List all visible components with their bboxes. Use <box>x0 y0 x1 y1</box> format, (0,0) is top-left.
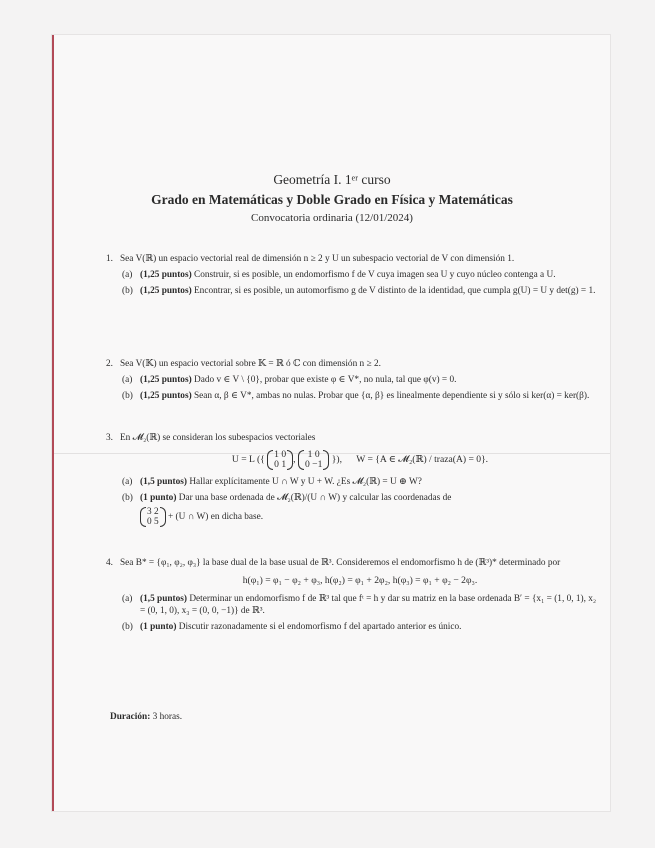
matrix-diag <box>298 450 329 470</box>
question-2a <box>120 374 600 386</box>
u-prefix: U = L <box>231 454 255 466</box>
subquestion-label: (a) <box>122 594 133 604</box>
question-text: Sea V(ℝ) un espacio vectorial real de dimensión n ≥ 2 y U un subespacio vectorial de V con dimensión 1. <box>120 254 515 264</box>
question-number: 4. <box>106 558 113 568</box>
subquestion-text: Encontrar, si es posible, un automorfismo g de V distinto de la identidad, que cumpla g(U) = U y det(g) = 1. <box>194 286 596 296</box>
points: (1,25 puntos) <box>140 391 192 401</box>
matrix-row: 1 0 <box>274 449 287 460</box>
duration-line <box>110 712 182 722</box>
exam-header <box>54 172 610 224</box>
w-definition: W = {A ∈ 𝓜₂(ℝ) / traza(A) = 0}. <box>356 454 489 466</box>
question-3b <box>120 492 600 527</box>
matrix-row: 3 2 <box>147 507 159 517</box>
points: (1,5 puntos) <box>140 477 188 487</box>
subquestion-text: Hallar explícitamente U ∩ W y U + W. ¿Es 𝓜₂(ℝ) = U ⊕ W? <box>189 477 422 487</box>
subquestion-label: (b) <box>122 286 133 296</box>
question-1b <box>120 285 600 297</box>
subquestion-text: Dar una base ordenada de 𝓜₂(ℝ)/(U ∩ W) y calcular las coordenadas de <box>178 493 452 503</box>
subquestion-label: (b) <box>122 622 133 632</box>
points: (1 punto) <box>140 622 177 632</box>
coordinate-target <box>140 507 600 527</box>
subquestion-text: Discutir razonadamente si el endomorfismo f del apartado anterior es único. <box>178 622 462 632</box>
h-definition: h(φ₁) = φ₁ − φ₂ + φ₃, h(φ₂) = φ₁ + 2φ₂, h(φ₃) = φ₁ + φ₂ − 2φ₃. <box>242 575 478 586</box>
exam-subtitle: Grado en Matemáticas y Doble Grado en Física y Matemáticas <box>151 192 513 207</box>
subquestion-tail: + (U ∩ W) en dicha base. <box>167 512 264 523</box>
points: (1 punto) <box>140 493 177 503</box>
subquestion-text: Dado v ∈ V \ {0}, probar que existe φ ∈ V*, no nula, tal que φ(v) = 0. <box>194 375 457 385</box>
matrix-row: 0 1 <box>274 459 287 470</box>
points: (1,25 puntos) <box>140 270 192 280</box>
subquestion-label: (a) <box>122 477 133 487</box>
question-3 <box>106 432 600 527</box>
points: (1,5 puntos) <box>140 594 188 604</box>
subquestion-text: Construir, si es posible, un endomorfismo f de V cuya imagen sea U y cuyo núcleo contenga a U. <box>194 270 556 280</box>
exam-title: Geometría I. 1ᵉʳ curso <box>273 172 391 187</box>
exam-session: Convocatoria ordinaria (12/01/2024) <box>251 212 413 224</box>
matrix-target <box>140 507 166 527</box>
question-number: 1. <box>106 254 113 264</box>
matrix-identity <box>267 450 293 470</box>
question-2b <box>120 390 600 402</box>
question-text: Sea V(𝕂) un espacio vectorial sobre 𝕂 = ℝ ó ℂ con dimensión n ≥ 2. <box>120 359 381 369</box>
points: (1,25 puntos) <box>140 286 192 296</box>
question-3a <box>120 476 600 488</box>
matrix-row: 0 5 <box>147 517 159 527</box>
subquestion-label: (a) <box>122 270 133 280</box>
matrix-row: 1 0 <box>307 449 320 460</box>
subquestion-text: Sean α, β ∈ V*, ambas no nulas. Probar que {α, β} es linealmente dependiente si y sólo si ker(α) = ker(β). <box>194 391 590 401</box>
question-number: 2. <box>106 359 113 369</box>
question-text: Sea B* = {φ₁, φ₂, φ₃} la base dual de la base usual de ℝ³. Consideremos el endomorfismo h de (ℝ³)* determinado por <box>120 558 561 568</box>
duration-value: 3 horas. <box>152 712 183 722</box>
question-4b <box>120 621 600 633</box>
question-text: En 𝓜₂(ℝ) se consideran los subespacios vectoriales <box>120 433 316 443</box>
points: (1,25 puntos) <box>140 375 192 385</box>
duration-label: Duración: <box>110 712 151 722</box>
question-1a <box>120 269 600 281</box>
subspace-definitions: U = L ({ 1 0 0 1 , 1 0 0 −1 }), W = {A ∈ 𝓜₂(ℝ) / traza(A) = 0}. <box>231 449 489 470</box>
question-number: 3. <box>106 433 113 443</box>
question-4a <box>120 593 600 617</box>
subquestion-text: Determinar un endomorfismo f de ℝ³ tal que fᵗ = h y dar su matriz en la base ordenada B′ = {x₁ = (1, 0, 1), x₂ = (0, 1, 0), x₃ = (0, 0, −1)} de ℝ³. <box>140 594 597 616</box>
question-1 <box>106 253 600 297</box>
subquestion-label: (b) <box>122 391 133 401</box>
exam-page <box>52 35 610 811</box>
question-2 <box>106 358 600 402</box>
question-4 <box>106 557 600 633</box>
matrix-row: 0 −1 <box>304 459 323 470</box>
subquestion-label: (b) <box>122 493 133 503</box>
subquestion-label: (a) <box>122 375 133 385</box>
